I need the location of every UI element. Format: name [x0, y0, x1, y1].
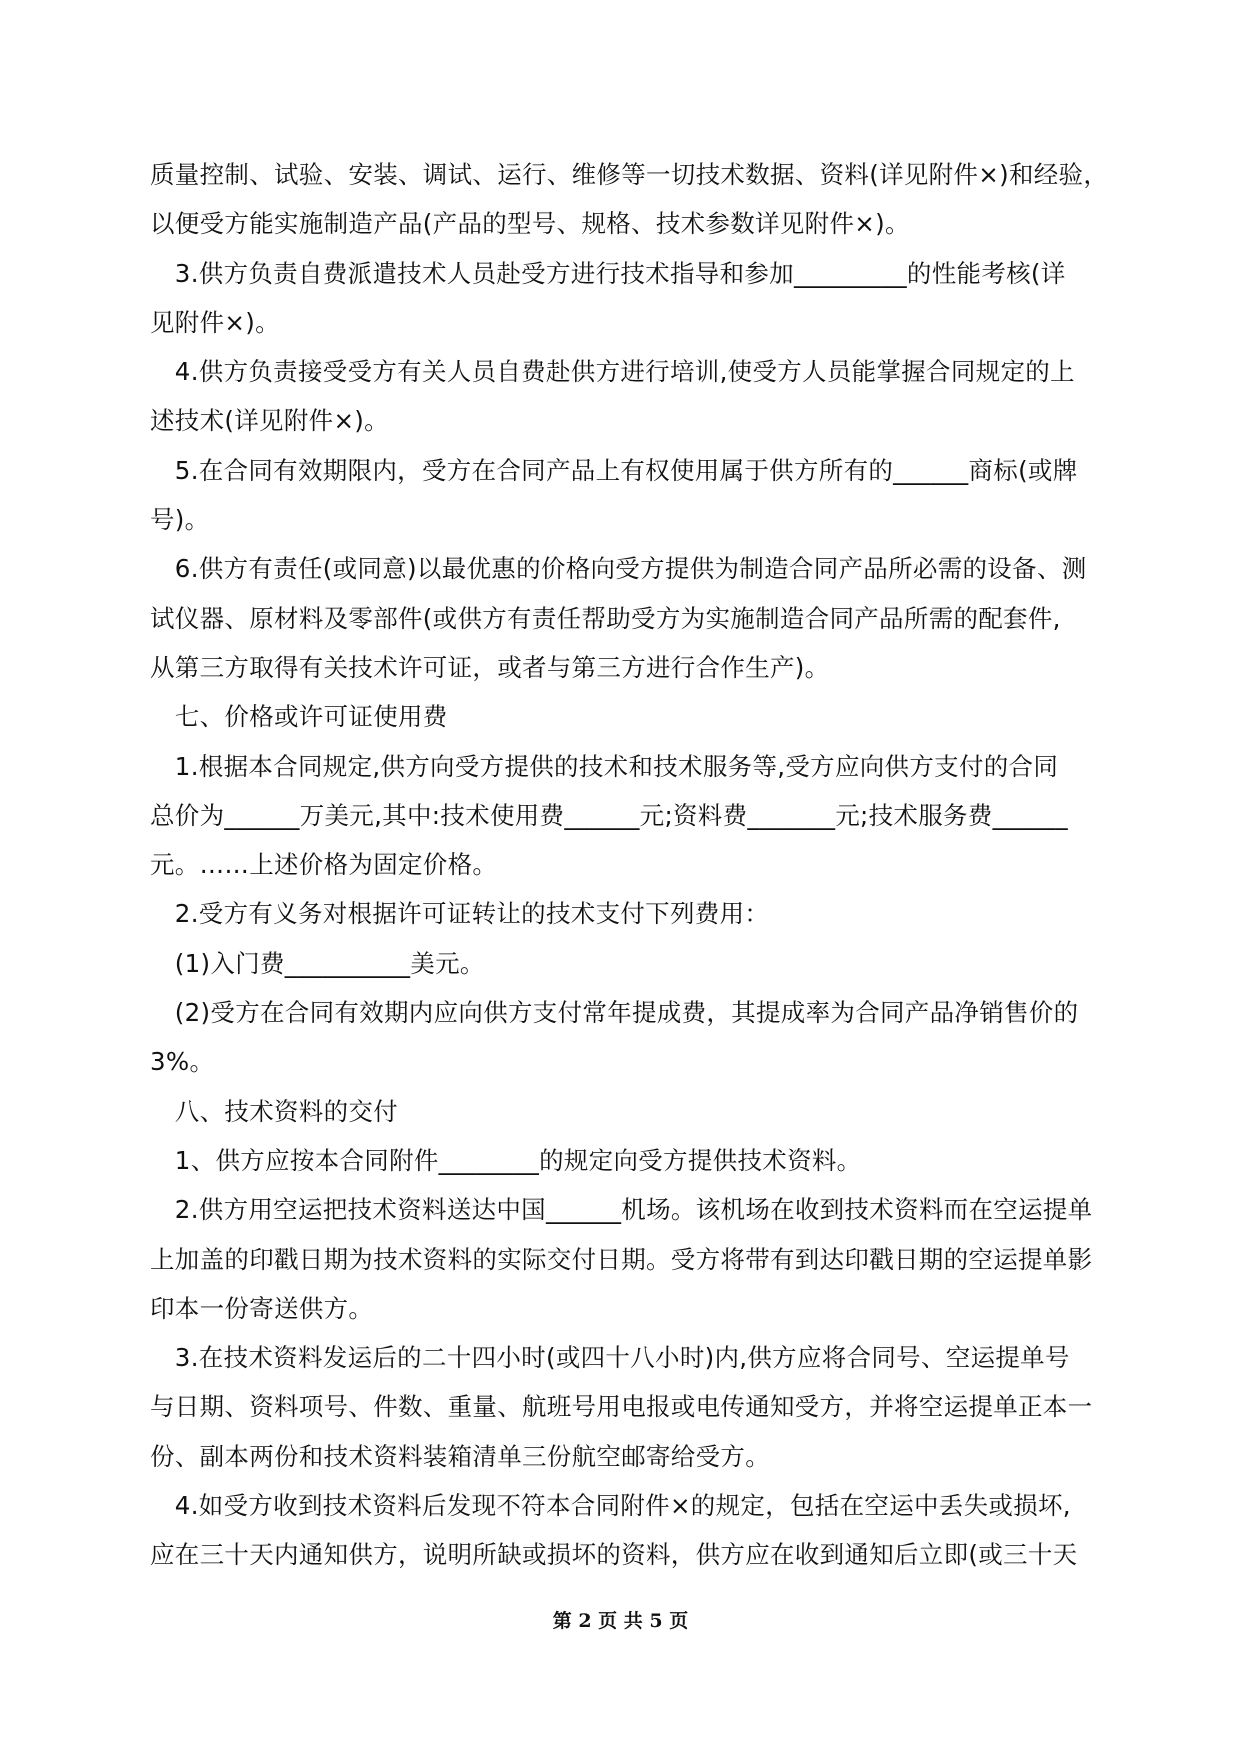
text-line: 质量控制、试验、安装、调试、运行、维修等一切技术数据、资料(详见附件×)和经验， [150, 160, 1109, 189]
text-line: 5.在合同有效期限内，受方在合同产品上有权使用属于供方所有的______商标(或牌 [150, 455, 1078, 485]
section-heading: 七、价格或许可证使用费 [150, 702, 448, 732]
text-line: 4.如受方收到技术资料后发现不符本合同附件×的规定，包括在空运中丢失或损坏, [150, 1491, 1071, 1521]
text-line: 见附件×)。 [150, 307, 280, 337]
text-line: 总价为______万美元,其中:技术使用费______元;资料费_______元;技术服务费______ [150, 800, 1068, 830]
text-line: 2.受方有义务对根据许可证转让的技术支付下列费用： [150, 899, 770, 929]
text-line: 号)。 [150, 505, 210, 535]
text-line: (2)受方在合同有效期内应向供方支付常年提成费，其提成率为合同产品净销售价的 [150, 998, 1079, 1028]
text-line: 试仪器、原材料及零部件(或供方有责任帮助受方为实施制造合同产品所需的配套件, [150, 603, 1061, 633]
page-number-footer: 第 2 页 共 5 页 [552, 1610, 689, 1632]
text-line: 3.在技术资料发运后的二十四小时(或四十八小时)内,供方应将合同号、空运提单号 [150, 1343, 1070, 1373]
text-line: 4.供方负责接受受方有关人员自费赴供方进行培训,使受方人员能掌握合同规定的上 [150, 357, 1075, 387]
text-line: 以便受方能实施制造产品(产品的型号、规格、技术参数详见附件×)。 [150, 209, 910, 239]
text-line: 6.供方有责任(或同意)以最优惠的价格向受方提供为制造合同产品所必需的设备、测 [150, 554, 1087, 584]
text-line: 3%。 [150, 1047, 215, 1077]
document-body [150, 150, 1109, 1580]
text-line: 3.供方负责自费派遣技术人员赴受方进行技术指导和参加_________的性能考核(详 [150, 258, 1066, 288]
text-line: 1.根据本合同规定,供方向受方提供的技术和技术服务等,受方应向供方支付的合同 [150, 751, 1059, 781]
text-line: 印本一份寄送供方。 [150, 1293, 374, 1323]
text-line: 与日期、资料项号、件数、重量、航班号用电报或电传通知受方，并将空运提单正本一 [150, 1392, 1093, 1422]
text-line: 上加盖的印戳日期为技术资料的实际交付日期。受方将带有到达印戳日期的空运提单影 [150, 1244, 1093, 1274]
text-line: (1)入门费__________美元。 [150, 948, 485, 978]
section-heading: 八、技术资料的交付 [150, 1096, 398, 1126]
text-line: 2.供方用空运把技术资料送达中国______机场。该机场在收到技术资料而在空运提单 [150, 1195, 1093, 1225]
text-line: 1、供方应按本合同附件________的规定向受方提供技术资料。 [150, 1145, 862, 1175]
text-line: 从第三方取得有关技术许可证，或者与第三方进行合作生产)。 [150, 652, 830, 682]
text-line: 述技术(详见附件×)。 [150, 406, 389, 436]
text-line: 元。……上述价格为固定价格。 [150, 850, 498, 880]
text-line: 应在三十天内通知供方，说明所缺或损坏的资料，供方应在收到通知后立即(或三十天 [150, 1540, 1078, 1570]
text-line: 份、副本两份和技术资料装箱清单三份航空邮寄给受方。 [150, 1441, 770, 1471]
